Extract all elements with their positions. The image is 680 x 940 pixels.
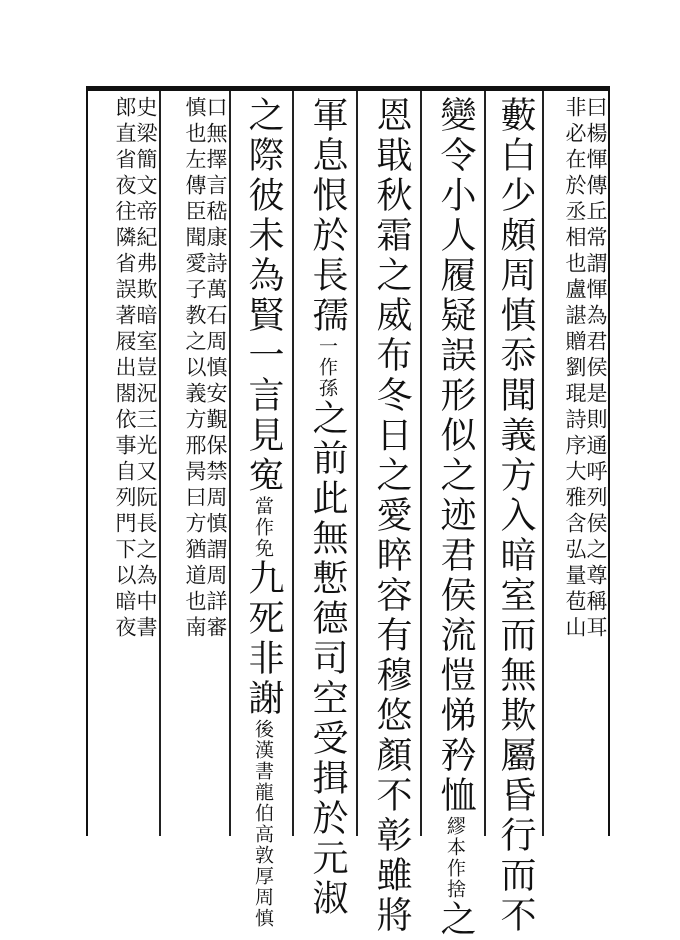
annotation-line: 非必在於丞相也盧諶贈劉琨詩序大雅含弘量苞山 bbox=[563, 96, 587, 642]
inline-note: 後漢書龍伯高敦厚周慎 bbox=[252, 719, 274, 929]
text-column-1 bbox=[556, 96, 606, 836]
inline-note: 繆本作捨 bbox=[444, 816, 466, 900]
column-rule bbox=[356, 91, 358, 836]
main-text: 藪白少頗周慎忝聞義方入暗室而無欺屬昏行而不 bbox=[495, 96, 536, 936]
text-column-6 bbox=[236, 96, 290, 929]
main-text-tail: 之前此無慙德司空受揖於元淑 bbox=[307, 399, 348, 919]
main-text: 變令小人履疑誤形似之迹君侯流愷悌矜恤 bbox=[435, 96, 476, 816]
inline-note: 當作免 bbox=[252, 496, 274, 559]
main-text: 軍息恨於長孺 bbox=[307, 96, 348, 336]
inline-note: 一作孫 bbox=[316, 336, 338, 399]
column-rule bbox=[542, 91, 544, 836]
main-text: 恩戢秋霜之威布冬日之愛睟容有穆悠顏不彰雖將 bbox=[371, 96, 412, 936]
text-column-7 bbox=[170, 96, 226, 836]
annotation-line: 口無擇言嵇康詩萬石周慎安覲保禁周慎謂周詳審 bbox=[204, 96, 228, 642]
annotation-line: 曰楊惲傳丘常謂惲為君侯是則通呼列侯之尊稱耳 bbox=[584, 96, 608, 642]
page-frame-right-border bbox=[608, 86, 610, 836]
main-text-tail: 九死非謝 bbox=[243, 559, 284, 719]
page-frame-left-border bbox=[86, 86, 88, 836]
column-rule bbox=[292, 91, 294, 836]
main-text-tail: 之 bbox=[435, 900, 476, 940]
column-rule bbox=[484, 91, 486, 836]
column-rule bbox=[420, 91, 422, 836]
annotation-line: 郎直省夜往隣省誤著屐出閤依事自列門下以暗夜 bbox=[113, 96, 137, 642]
text-column-2 bbox=[490, 96, 542, 936]
column-rule bbox=[229, 91, 231, 836]
main-text: 之際彼未為賢一言見寃 bbox=[243, 96, 284, 496]
text-column-5 bbox=[300, 96, 354, 919]
text-column-3 bbox=[428, 96, 482, 940]
annotation-line: 史梁簡文帝紀弗欺暗室豈況三光又阮長之為中書 bbox=[134, 96, 158, 642]
column-rule bbox=[159, 91, 161, 836]
annotation-line: 慎也左傳臣聞愛子教之以義方邢昺曰方猶道也南 bbox=[183, 96, 207, 642]
page-frame-top-border bbox=[86, 86, 610, 91]
text-column-4 bbox=[364, 96, 418, 936]
text-column-8 bbox=[96, 96, 156, 836]
